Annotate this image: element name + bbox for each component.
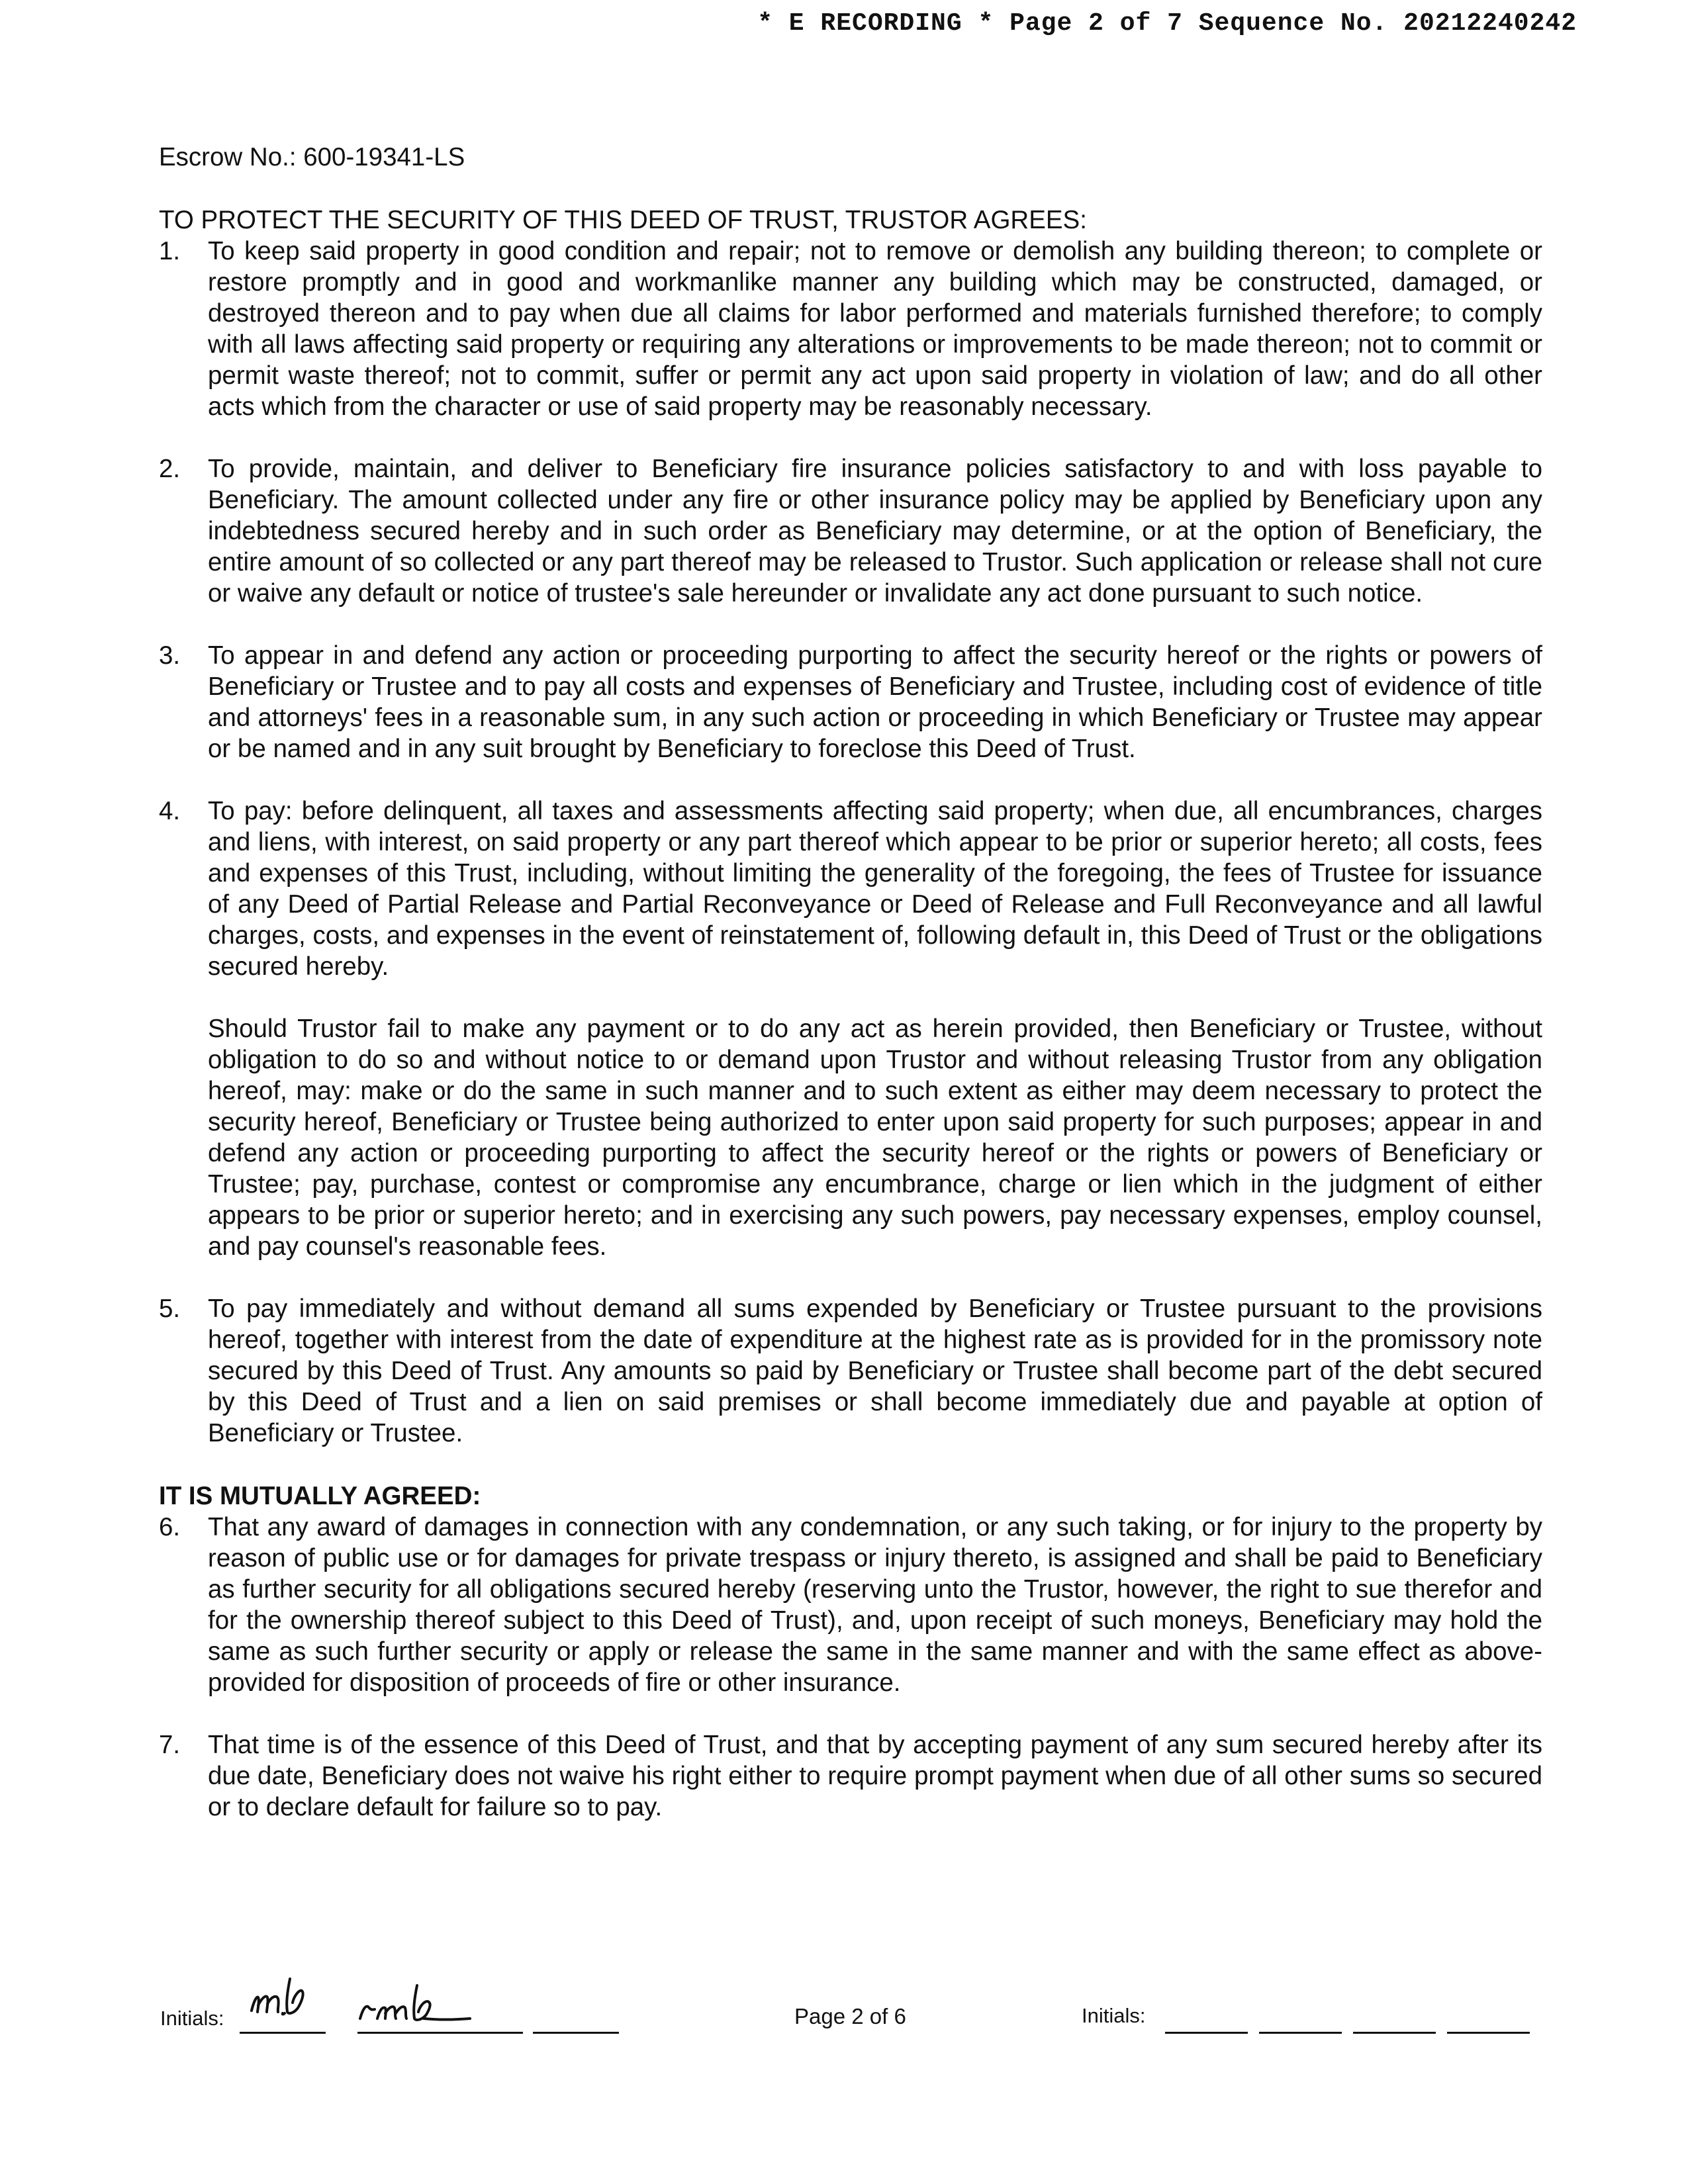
clause-6 <box>159 1512 1542 1698</box>
clause-1 <box>159 236 1542 422</box>
document-body <box>159 142 1542 1823</box>
clause-text-continued: Should Trustor fail to make any payment or to do any act as herein provided, then Beneficiary or Trustee, without obligation to do so and without notice to or demand upon Trustor and without releasing Trustor from any obligation hereof, may: make or do the same in such manner and to such extent as either may deem necessary to protect the security hereof, Beneficiary or Trustee being authorized to enter upon said property for such purposes; appear in and defend any action or proceeding purporting to affect the security hereof or the rights or powers of Beneficiary or Trustee; pay, purchase, contest or compromise any encumbrance, charge or lien which in the judgment of either appears to be prior or superior hereto; and in exercising any such powers, pay necessary expenses, employ counsel, and pay counsel's reasonable fees. <box>208 1015 1542 1261</box>
clause-text: To keep said property in good condition and repair; not to remove or demolish any building thereon; to complete or restore promptly and in good and workmanlike manner any building which may be constructed, damaged, or destroyed thereon and to pay when due all claims for labor performed and materials furnished therefore; to comply with all laws affecting said property or requiring any alterations or improvements to be made thereon; not to commit or permit waste thereof; not to commit, suffer or permit any act upon said property in violation of law; and do all other acts which from the character or use of said property may be reasonably necessary. <box>208 237 1542 421</box>
initials-blank-5 <box>1165 2032 1248 2034</box>
clause-number: 5. <box>159 1295 181 1323</box>
page-number: Page 2 of 6 <box>794 2004 906 2028</box>
initials-label-left: Initials: <box>160 2007 224 2030</box>
clause-text: To pay: before delinquent, all taxes and assessments affecting said property; when due, all encumbrances, charges and liens, with interest, on said property or any part thereof which appear to be prior or superior hereto; all costs, fees and expenses of this Trust, including, without limiting the generality of the foregoing, the fees of Trustee for issuance of any Deed of Partial Release and Partial Reconveyance or Deed of Release and Full Reconveyance and all lawful charges, costs, and expenses in the event of reinstatement of, following default in, this Deed of Trust or the obligations secured hereby. <box>208 797 1542 981</box>
initials-blank-2 <box>357 2032 444 2034</box>
handwritten-initials-rmb <box>351 1966 477 2032</box>
initials-blank-7 <box>1353 2032 1436 2034</box>
clause-text: To provide, maintain, and deliver to Beneficiary fire insurance policies satisfactory to and with loss payable to Beneficiary. The amount collected under any fire or other insurance policy may be applied by Beneficiary upon any indebtedness secured hereby and in such order as Beneficiary may determine, or at the option of Beneficiary, the entire amount of so collected or any part thereof may be released to Trustor. Such application or release shall not cure or waive any default or notice of trustee's sale hereunder or invalidate any act done pursuant to such notice. <box>208 455 1542 608</box>
clause-number: 2. <box>159 455 181 483</box>
initials-blank-4 <box>533 2032 619 2034</box>
clause-number: 7. <box>159 1731 181 1759</box>
recording-header: * E RECORDING * Page 2 of 7 Sequence No. 20212240242 <box>757 9 1577 38</box>
initials-blank-3 <box>444 2032 523 2034</box>
page-footer <box>0 1959 1688 2038</box>
handwritten-initials-mb <box>245 1959 344 2032</box>
initials-blank-8 <box>1447 2032 1530 2034</box>
clause-text: To pay immediately and without demand all sums expended by Beneficiary or Trustee pursuant to the provisions hereof, together with interest from the date of expenditure at the highest rate as is provided for in the promissory note secured by this Deed of Trust. Any amounts so paid by Beneficiary or Trustee shall become part of the debt secured by this Deed of Trust and a lien on said premises or shall become immediately due and payable at option of Beneficiary or Trustee. <box>208 1295 1542 1447</box>
clause-text: To appear in and defend any action or proceeding purporting to affect the security hereof or the rights or powers of Beneficiary or Trustee and to pay all costs and expenses of Beneficiary and Trustee, including cost of evidence of title and attorneys' fees in a reasonable sum, in any such action or proceeding in which Beneficiary or Trustee may appear or be named and in any suit brought by Beneficiary to foreclose this Deed of Trust. <box>208 641 1542 763</box>
clause-number: 1. <box>159 237 181 265</box>
clause-text: That time is of the essence of this Deed of Trust, and that by accepting payment of any sum secured hereby after its due date, Beneficiary does not waive his right either to require prompt payment when due of all other sums so secured or to declare default for failure so to pay. <box>208 1731 1542 1821</box>
clause-5 <box>159 1293 1542 1449</box>
clause-3 <box>159 640 1542 764</box>
clause-7 <box>159 1729 1542 1823</box>
clause-number: 3. <box>159 641 181 670</box>
escrow-number: Escrow No.: 600-19341-LS <box>159 143 465 171</box>
clause-text: That any award of damages in connection with any condemnation, or any such taking, or for injury to the property by reason of public use or for damages for private trespass or injury thereto, is assigned and shall be paid to Beneficiary as further security for all obligations secured hereby (reserving unto the Trustor, however, the right to sue therefor and for the ownership thereof subject to this Deed of Trust), and, upon receipt of such moneys, Beneficiary may hold the same as such further security or apply or release the same in the same manner and with the same effect as above-provided for disposition of proceeds of fire or other insurance. <box>208 1513 1542 1697</box>
initials-blank-1 <box>240 2032 326 2034</box>
initials-label-right: Initials: <box>1082 2004 1146 2027</box>
section-title-agreed: IT IS MUTUALLY AGREED: <box>159 1482 481 1510</box>
initials-blank-6 <box>1259 2032 1342 2034</box>
clause-2 <box>159 453 1542 609</box>
clause-number: 4. <box>159 797 181 825</box>
clause-4 <box>159 796 1542 1262</box>
clause-number: 6. <box>159 1513 181 1541</box>
section-title-protect: TO PROTECT THE SECURITY OF THIS DEED OF TRUST, TRUSTOR AGREES: <box>159 206 1087 234</box>
